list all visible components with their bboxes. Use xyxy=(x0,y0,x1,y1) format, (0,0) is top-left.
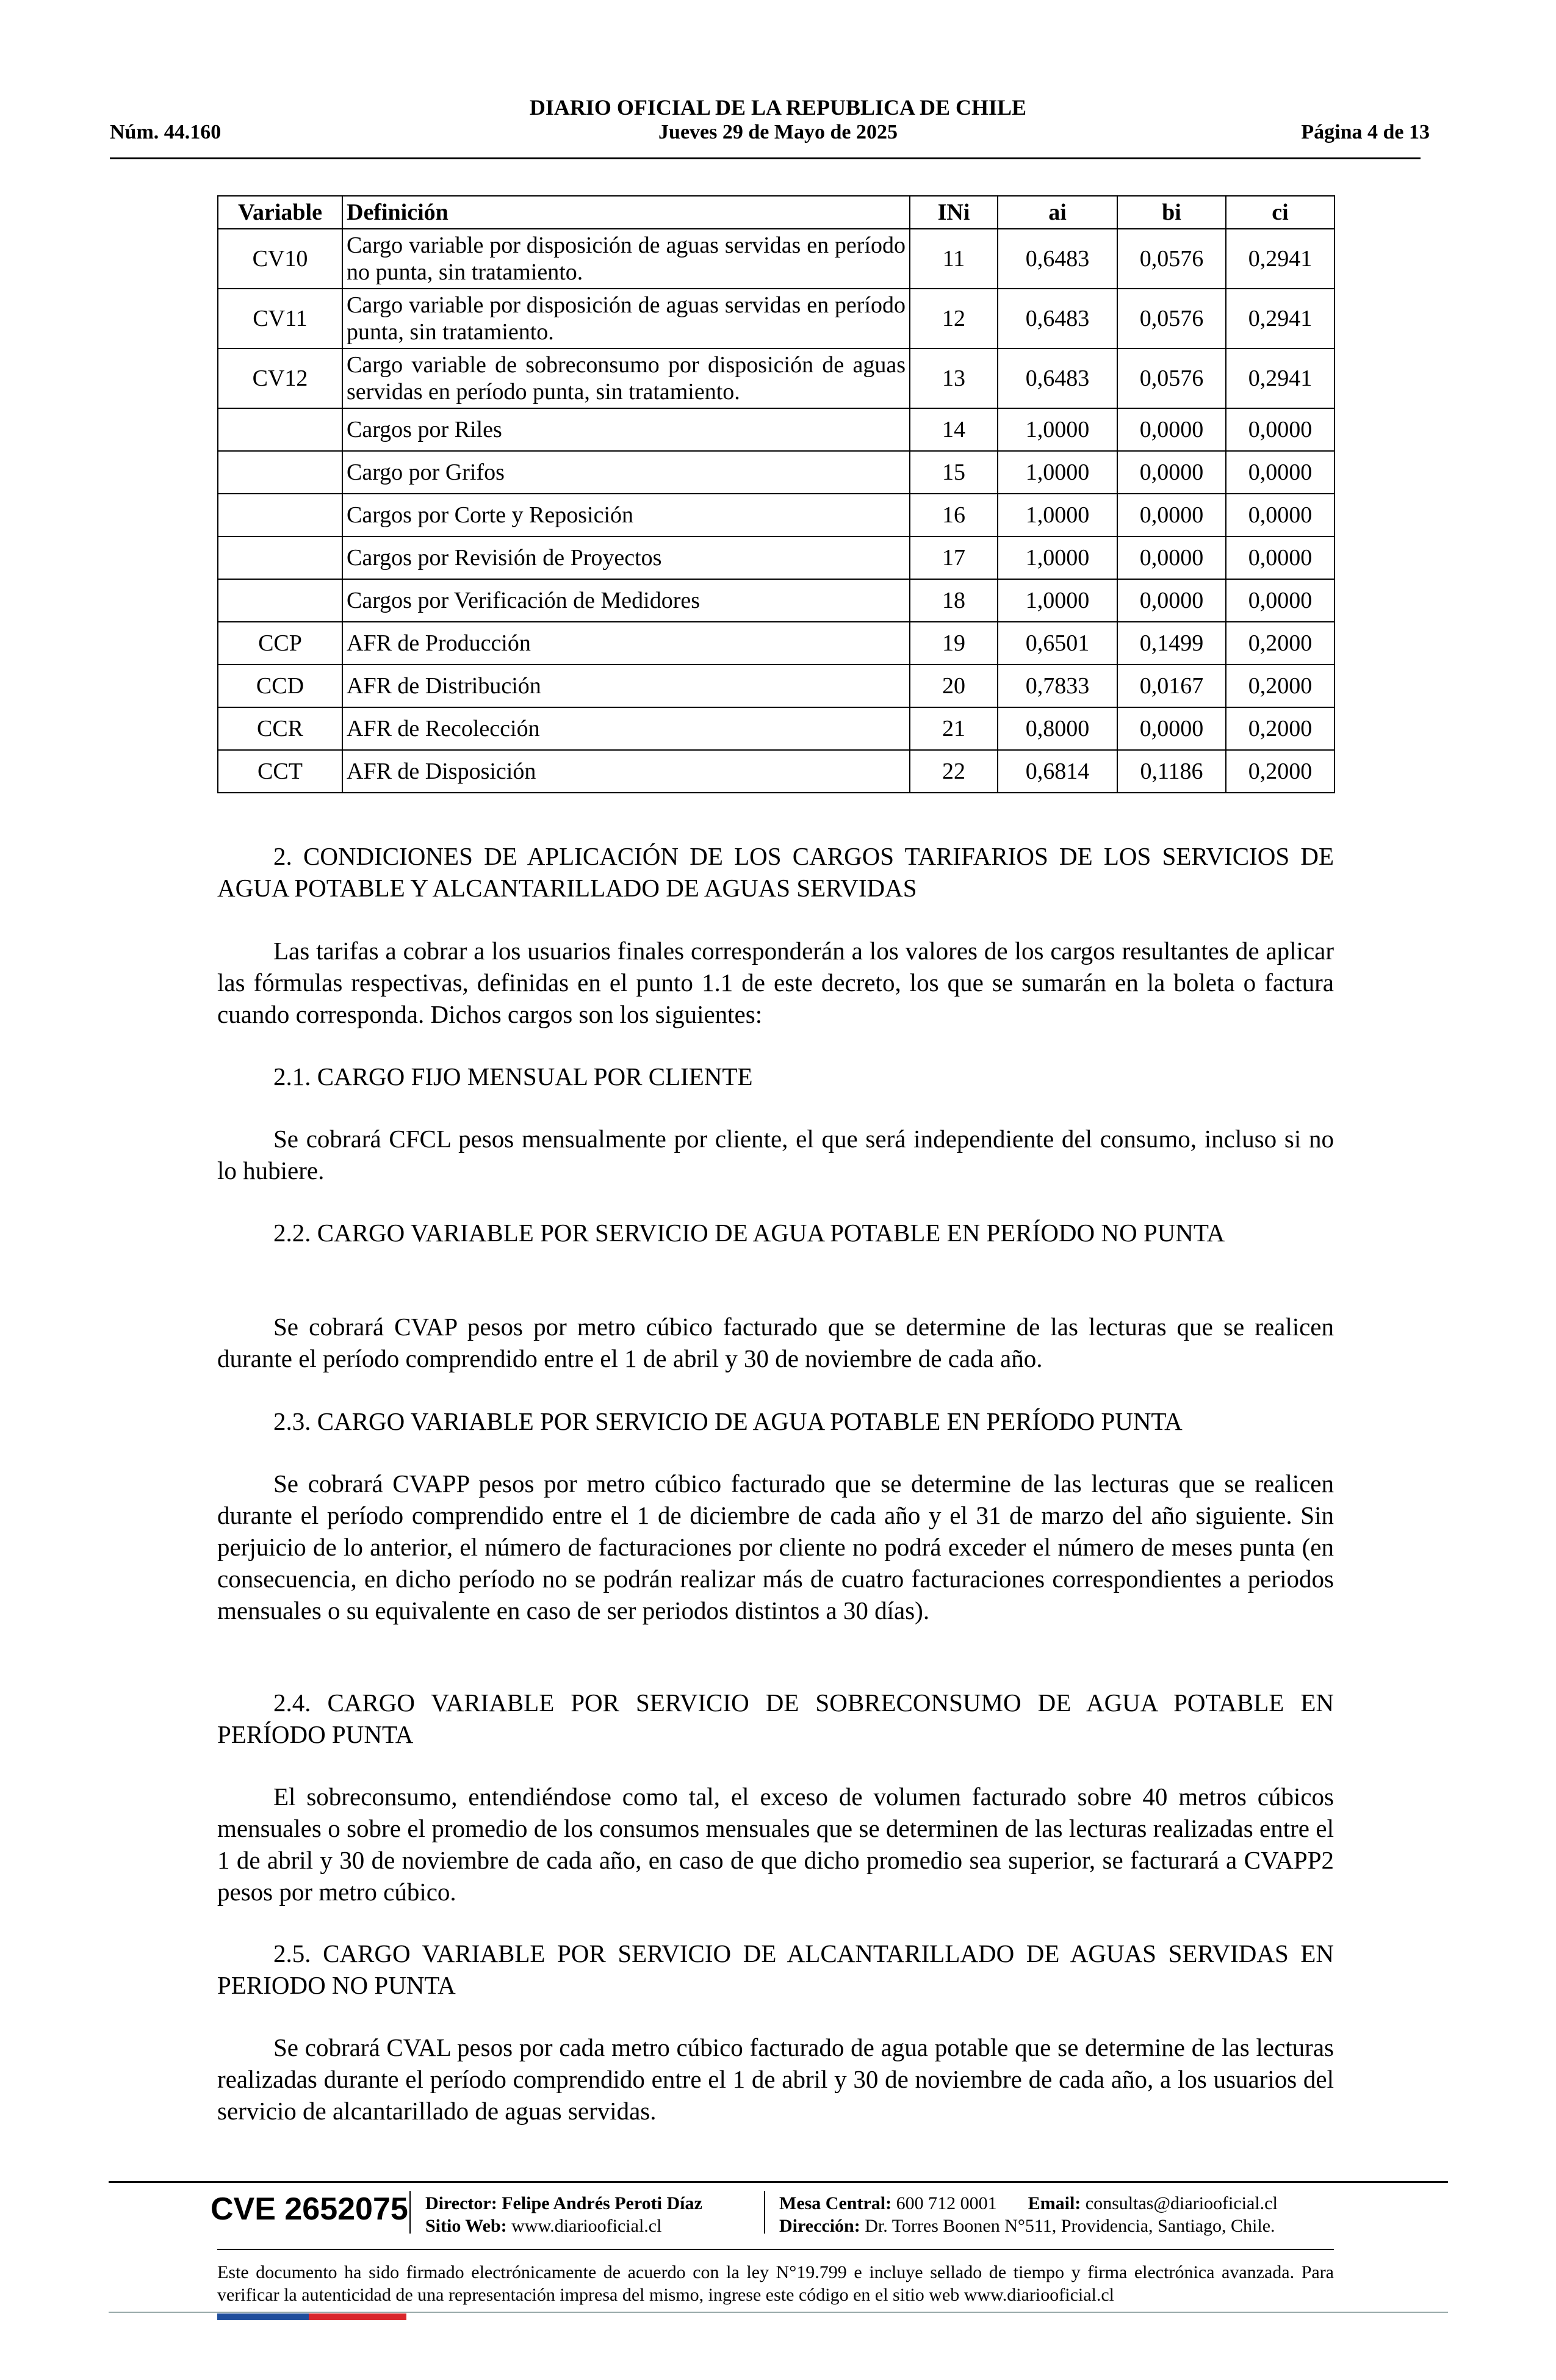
cell-ini: 14 xyxy=(910,408,998,451)
issue-number: Núm. 44.160 xyxy=(110,121,222,143)
cell-bi: 0,0576 xyxy=(1117,348,1226,408)
flag-stripe-red xyxy=(309,2313,406,2320)
cell-ai: 0,6483 xyxy=(998,289,1117,348)
cell-ini: 18 xyxy=(910,579,998,622)
header-rule xyxy=(110,157,1421,159)
cell-ini: 15 xyxy=(910,451,998,494)
cell-bi: 0,0000 xyxy=(1117,536,1226,579)
email-label: Email: xyxy=(1028,2193,1081,2213)
cell-variable: CCD xyxy=(218,665,342,707)
contact-block xyxy=(779,2192,1278,2237)
cell-ai: 1,0000 xyxy=(998,451,1117,494)
rates-table xyxy=(217,195,1335,793)
table-row xyxy=(218,622,1334,665)
table-row xyxy=(218,451,1334,494)
table-header-row xyxy=(218,196,1334,229)
cell-variable xyxy=(218,579,342,622)
director-name: Felipe Andrés Peroti Díaz xyxy=(502,2193,702,2213)
cell-definicion: AFR de Recolección xyxy=(342,707,910,750)
cve-code: CVE 2652075 xyxy=(211,2191,408,2227)
section-2-4-paragraph: El sobreconsumo, entendiéndose como tal, el exceso de volumen facturado sobre 40 metros cúbicos mensuales o sobre el promedio de los consumos mensuales que se determinen de las lecturas realizadas entre el 1 de abril y 30 de noviembre de cada año, en caso de que dicho promedio sea superior, se facturará a CVAPP2 pesos por metro cúbico. xyxy=(217,1783,1334,1906)
table-row xyxy=(218,408,1334,451)
cell-ai: 0,6483 xyxy=(998,348,1117,408)
col-header-bi: bi xyxy=(1117,196,1226,229)
cell-ci: 0,2000 xyxy=(1226,750,1334,793)
publication-date: Jueves 29 de Mayo de 2025 xyxy=(658,121,898,143)
col-header-variable: Variable xyxy=(218,196,342,229)
section-2-4-heading: 2.4. CARGO VARIABLE POR SERVICIO DE SOBRECONSUMO DE AGUA POTABLE EN PERÍODO PUNTA xyxy=(217,1689,1334,1748)
address-line xyxy=(779,2215,1278,2237)
mesa-phone: 600 712 0001 xyxy=(896,2193,997,2213)
cell-ini: 12 xyxy=(910,289,998,348)
footer-divider xyxy=(764,2191,765,2234)
table-row xyxy=(218,579,1334,622)
cell-variable: CCT xyxy=(218,750,342,793)
section-2-heading: 2. CONDICIONES DE APLICACIÓN DE LOS CARGOS TARIFARIOS DE LOS SERVICIOS DE AGUA POTABLE Y ALCANTARILLADO DE AGUAS SERVIDAS xyxy=(217,842,1334,902)
cell-variable: CCP xyxy=(218,622,342,665)
cell-variable xyxy=(218,494,342,536)
table-row xyxy=(218,750,1334,793)
section-2-1-paragraph: Se cobrará CFCL pesos mensualmente por cliente, el que será independiente del consumo, incluso si no lo hubiere. xyxy=(217,1125,1334,1185)
page-number: Página 4 de 13 xyxy=(1301,121,1430,143)
table-row xyxy=(218,348,1334,408)
footer-mid-rule xyxy=(217,2249,1334,2250)
cell-ci: 0,2000 xyxy=(1226,707,1334,750)
cell-ci: 0,2941 xyxy=(1226,289,1334,348)
cell-ci: 0,0000 xyxy=(1226,408,1334,451)
cell-variable xyxy=(218,536,342,579)
address-label: Dirección: xyxy=(779,2216,860,2236)
section-2-2-heading: 2.2. CARGO VARIABLE POR SERVICIO DE AGUA POTABLE EN PERÍODO NO PUNTA xyxy=(273,1219,1225,1247)
footer-divider xyxy=(409,2191,411,2234)
cell-ai: 0,6501 xyxy=(998,622,1117,665)
cell-definicion: Cargos por Revisión de Proyectos xyxy=(342,536,910,579)
cell-definicion: AFR de Producción xyxy=(342,622,910,665)
cell-definicion: Cargo variable por disposición de aguas servidas en período no punta, sin tratamiento. xyxy=(342,229,910,289)
section-2-paragraph: Las tarifas a cobrar a los usuarios finales corresponderán a los valores de los cargos resultantes de aplicar las fórmulas respectivas, definidas en el punto 1.1 de este decreto, los que se sumarán en la boleta o factura cuando corresponda. Dichos cargos son los siguientes: xyxy=(217,937,1334,1028)
cell-definicion: Cargo variable de sobreconsumo por disposición de aguas servidas en período punta, sin tratamiento. xyxy=(342,348,910,408)
cell-ci: 0,2941 xyxy=(1226,348,1334,408)
cell-definicion: Cargos por Riles xyxy=(342,408,910,451)
cell-variable xyxy=(218,408,342,451)
newspaper-title: DIARIO OFICIAL DE LA REPUBLICA DE CHILE xyxy=(529,95,1027,120)
col-header-definicion: Definición xyxy=(342,196,910,229)
cell-variable: CV11 xyxy=(218,289,342,348)
cell-ai: 0,6814 xyxy=(998,750,1117,793)
cell-ini: 19 xyxy=(910,622,998,665)
cell-ci: 0,0000 xyxy=(1226,579,1334,622)
website-link[interactable]: www.diariooficial.cl xyxy=(511,2216,662,2236)
cell-ci: 0,0000 xyxy=(1226,451,1334,494)
table-row xyxy=(218,707,1334,750)
table-row xyxy=(218,665,1334,707)
section-2-1-heading: 2.1. CARGO FIJO MENSUAL POR CLIENTE xyxy=(273,1062,753,1091)
cell-ci: 0,2000 xyxy=(1226,622,1334,665)
cell-ini: 17 xyxy=(910,536,998,579)
cell-bi: 0,0576 xyxy=(1117,289,1226,348)
cell-ini: 22 xyxy=(910,750,998,793)
col-header-ci: ci xyxy=(1226,196,1334,229)
section-2-5-paragraph: Se cobrará CVAL pesos por cada metro cúbico facturado de agua potable que se determine de las lecturas realizadas durante el período comprendido entre el 1 de abril y 30 de noviembre de cada año, a los usuarios del servicio de alcantarillado de aguas servidas. xyxy=(217,2033,1334,2125)
cell-definicion: Cargos por Corte y Reposición xyxy=(342,494,910,536)
table-row xyxy=(218,289,1334,348)
contact-line xyxy=(779,2192,1278,2215)
cell-ini: 11 xyxy=(910,229,998,289)
cell-ini: 20 xyxy=(910,665,998,707)
cell-ci: 0,0000 xyxy=(1226,536,1334,579)
cell-ini: 13 xyxy=(910,348,998,408)
cell-ai: 0,6483 xyxy=(998,229,1117,289)
cell-bi: 0,1499 xyxy=(1117,622,1226,665)
table-row xyxy=(218,494,1334,536)
cell-variable: CV12 xyxy=(218,348,342,408)
section-2-5-heading: 2.5. CARGO VARIABLE POR SERVICIO DE ALCANTARILLADO DE AGUAS SERVIDAS EN PERIODO NO PUNTA xyxy=(217,1939,1334,1999)
cell-ai: 1,0000 xyxy=(998,494,1117,536)
footer-bottom-rule xyxy=(109,2312,1448,2313)
cell-bi: 0,1186 xyxy=(1117,750,1226,793)
cell-definicion: AFR de Disposición xyxy=(342,750,910,793)
website-line xyxy=(425,2215,702,2237)
director-block xyxy=(425,2192,702,2237)
cell-bi: 0,0000 xyxy=(1117,408,1226,451)
footer-top-rule xyxy=(109,2181,1448,2183)
signature-notice: Este documento ha sido firmado electrónicamente de acuerdo con la ley N°19.799 e incluye sellado de tiempo y firma electrónica avanzada. Para verificar la autenticidad de una representación impresa del mismo, ingrese este código en el sitio web www.diariooficial.cl xyxy=(217,2262,1334,2305)
cell-ini: 16 xyxy=(910,494,998,536)
col-header-ini: INi xyxy=(910,196,998,229)
cell-variable: CV10 xyxy=(218,229,342,289)
cell-variable xyxy=(218,451,342,494)
cell-bi: 0,0000 xyxy=(1117,451,1226,494)
cell-ai: 1,0000 xyxy=(998,579,1117,622)
director-line xyxy=(425,2192,702,2215)
cell-definicion: Cargos por Verificación de Medidores xyxy=(342,579,910,622)
director-label: Director: xyxy=(425,2193,497,2213)
address-value: Dr. Torres Boonen N°511, Providencia, Santiago, Chile. xyxy=(865,2216,1275,2236)
email-link[interactable]: consultas@diariooficial.cl xyxy=(1085,2193,1278,2213)
cell-definicion: Cargo variable por disposición de aguas servidas en período punta, sin tratamiento. xyxy=(342,289,910,348)
flag-stripe-blue xyxy=(217,2313,309,2320)
cell-ci: 0,2941 xyxy=(1226,229,1334,289)
cell-ini: 21 xyxy=(910,707,998,750)
cell-ci: 0,2000 xyxy=(1226,665,1334,707)
cell-ai: 1,0000 xyxy=(998,408,1117,451)
section-2-2-paragraph: Se cobrará CVAP pesos por metro cúbico facturado que se determine de las lecturas que se realicen durante el período comprendido entre el 1 de abril y 30 de noviembre de cada año. xyxy=(217,1313,1334,1372)
cell-bi: 0,0576 xyxy=(1117,229,1226,289)
website-label: Sitio Web: xyxy=(425,2216,507,2236)
cell-bi: 0,0167 xyxy=(1117,665,1226,707)
cell-ai: 0,8000 xyxy=(998,707,1117,750)
cell-ai: 0,7833 xyxy=(998,665,1117,707)
cell-definicion: Cargo por Grifos xyxy=(342,451,910,494)
table-row xyxy=(218,229,1334,289)
cell-bi: 0,0000 xyxy=(1117,494,1226,536)
cell-ai: 1,0000 xyxy=(998,536,1117,579)
cell-bi: 0,0000 xyxy=(1117,579,1226,622)
section-2-3-paragraph: Se cobrará CVAPP pesos por metro cúbico facturado que se determine de las lecturas que se realicen durante el período comprendido entre el 1 de diciembre de cada año y el 31 de marzo del año siguiente. Sin perjuicio de lo anterior, el número de facturaciones por cliente no podrá exceder el número de meses punta (en consecuencia, en dicho período no se podrán realizar más de cuatro facturaciones correspondientes a periodos mensuales o su equivalente en caso de ser periodos distintos a 30 días). xyxy=(217,1469,1334,1625)
cell-variable: CCR xyxy=(218,707,342,750)
col-header-ai: ai xyxy=(998,196,1117,229)
section-2-3-heading: 2.3. CARGO VARIABLE POR SERVICIO DE AGUA POTABLE EN PERÍODO PUNTA xyxy=(273,1407,1183,1435)
mesa-label: Mesa Central: xyxy=(779,2193,892,2213)
cell-ci: 0,0000 xyxy=(1226,494,1334,536)
cell-definicion: AFR de Distribución xyxy=(342,665,910,707)
cell-bi: 0,0000 xyxy=(1117,707,1226,750)
table-row xyxy=(218,536,1334,579)
